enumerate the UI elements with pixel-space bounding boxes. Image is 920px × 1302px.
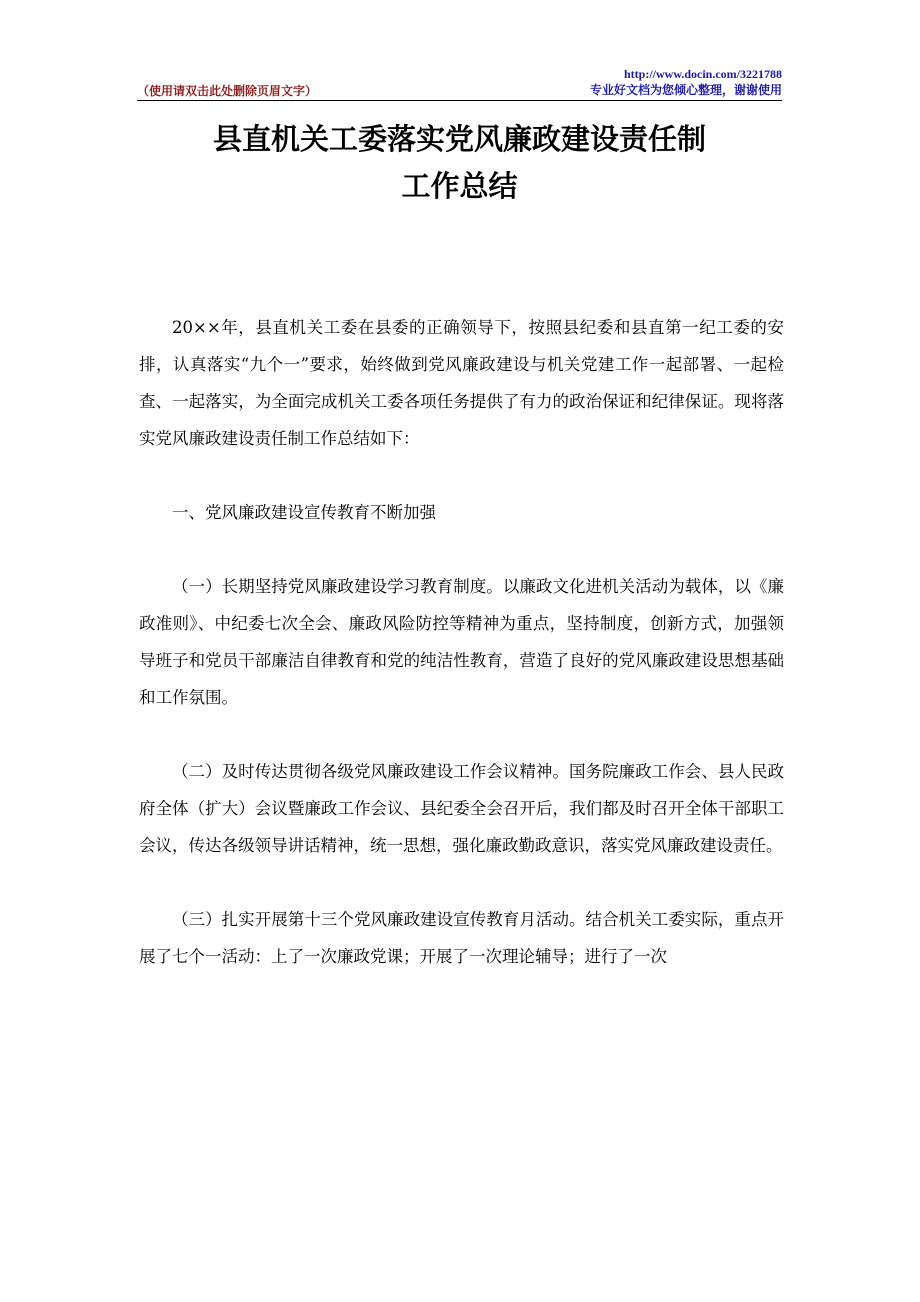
header-tagline: 专业好文档为您倾心整理，谢谢使用 <box>589 83 782 97</box>
intro-paragraph: 20××年，县直机关工委在县委的正确领导下，按照县纪委和县直第一纪工委的安排，认真落实“九个一”要求，始终做到党风廉政建设与机关党建工作一起部署、一起检查、一起落实，为全面完成机关工委各项任务提供了有力的政治保证和纪律保证。现将落实党风廉政建设责任制工作总结如下： <box>139 318 784 448</box>
title-line-1: 县直机关工委落实党风廉政建设责任制 <box>212 122 706 156</box>
header-source <box>590 66 782 98</box>
section-heading-1: 一、党风廉政建设宣传教育不断加强 <box>172 503 436 522</box>
page-header <box>137 64 782 101</box>
header-url-link[interactable]: http://www.docin.com/3221788 <box>623 67 782 81</box>
paragraph-item-2: （二）及时传达贯彻各级党风廉政建设工作会议精神。国务院廉政工作会、县人民政府全体（扩大）会议暨廉政工作会议、县纪委全会召开后，我们都及时召开全体干部职工会议，传达各级领导讲话精神，统一思想，强化廉政勤政意识，落实党风廉政建设责任。 <box>139 762 784 855</box>
title-line-2: 工作总结 <box>401 169 518 203</box>
header-delete-note[interactable]: （使用请双击此处删除页眉文字） <box>137 84 318 98</box>
paragraph-item-1: （一）长期坚持党风廉政建设学习教育制度。以廉政文化进机关活动为载体，以《廉政准则》、中纪委七次全会、廉政风险防控等精神为重点，坚持制度，创新方式，加强领导班子和党员干部廉洁自律教育和党的纯洁性教育，营造了良好的党风廉政建设思想基础和工作氛围。 <box>139 577 784 707</box>
document-title <box>137 116 782 210</box>
document-body <box>139 309 784 1012</box>
paragraph-item-3: （三）扎实开展第十三个党风廉政建设宣传教育月活动。结合机关工委实际，重点开展了七个一活动：上了一次廉政党课；开展了一次理论辅导；进行了一次 <box>139 910 784 966</box>
